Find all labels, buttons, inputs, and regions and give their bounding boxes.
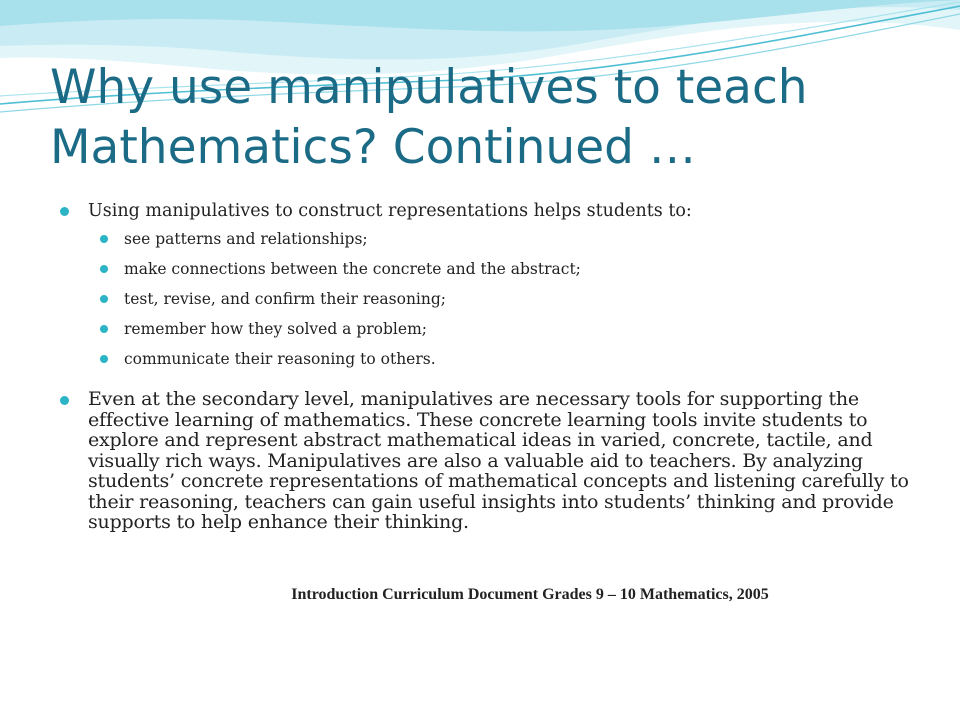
title-line-1: Why use manipulatives to teach bbox=[50, 60, 808, 115]
sub-bullet-item bbox=[100, 259, 920, 279]
bullet-dot-icon bbox=[100, 355, 108, 363]
sub-bullet-text: test, revise, and confirm their reasoning; bbox=[124, 290, 447, 308]
intro-text: Using manipulatives to construct representations helps students to: bbox=[88, 201, 692, 221]
bullet-dot-icon bbox=[100, 265, 108, 273]
sub-bullet-item bbox=[100, 319, 920, 339]
paragraph-bullet bbox=[60, 389, 920, 533]
slide-content bbox=[60, 200, 920, 533]
paragraph-text: Even at the secondary level, manipulatives are necessary tools for supporting the effective learning of mathematics. These concrete learning tools invite students to explore and represent abstract mathematical ideas in varied, concrete, tactile, and visually rich ways. Manipulatives are also a valuable aid to teachers. By analyzing students’ concrete representations of mathematical concepts and listening carefully to their reasoning, teachers can gain useful insights into students’ thinking and provide supports to help enhance their thinking. bbox=[88, 388, 909, 533]
bullet-dot-icon bbox=[60, 396, 69, 405]
sub-bullet-text: remember how they solved a problem; bbox=[124, 320, 427, 338]
bullet-dot-icon bbox=[100, 295, 108, 303]
sub-bullet-text: make connections between the concrete and the abstract; bbox=[124, 260, 581, 278]
slide-title bbox=[50, 58, 930, 178]
sub-bullet-list bbox=[100, 229, 920, 369]
bullet-dot-icon bbox=[100, 235, 108, 243]
sub-bullet-text: communicate their reasoning to others. bbox=[124, 350, 436, 368]
bullet-dot-icon bbox=[60, 207, 69, 216]
citation: Introduction Curriculum Document Grades 9 – 10 Mathematics, 2005 bbox=[291, 586, 769, 603]
sub-bullet-item bbox=[100, 349, 920, 369]
title-line-2: Mathematics? Continued … bbox=[50, 120, 696, 175]
bullet-dot-icon bbox=[100, 325, 108, 333]
sub-bullet-text: see patterns and relationships; bbox=[124, 230, 368, 248]
sub-bullet-item bbox=[100, 289, 920, 309]
intro-bullet bbox=[60, 200, 920, 222]
sub-bullet-item bbox=[100, 229, 920, 249]
